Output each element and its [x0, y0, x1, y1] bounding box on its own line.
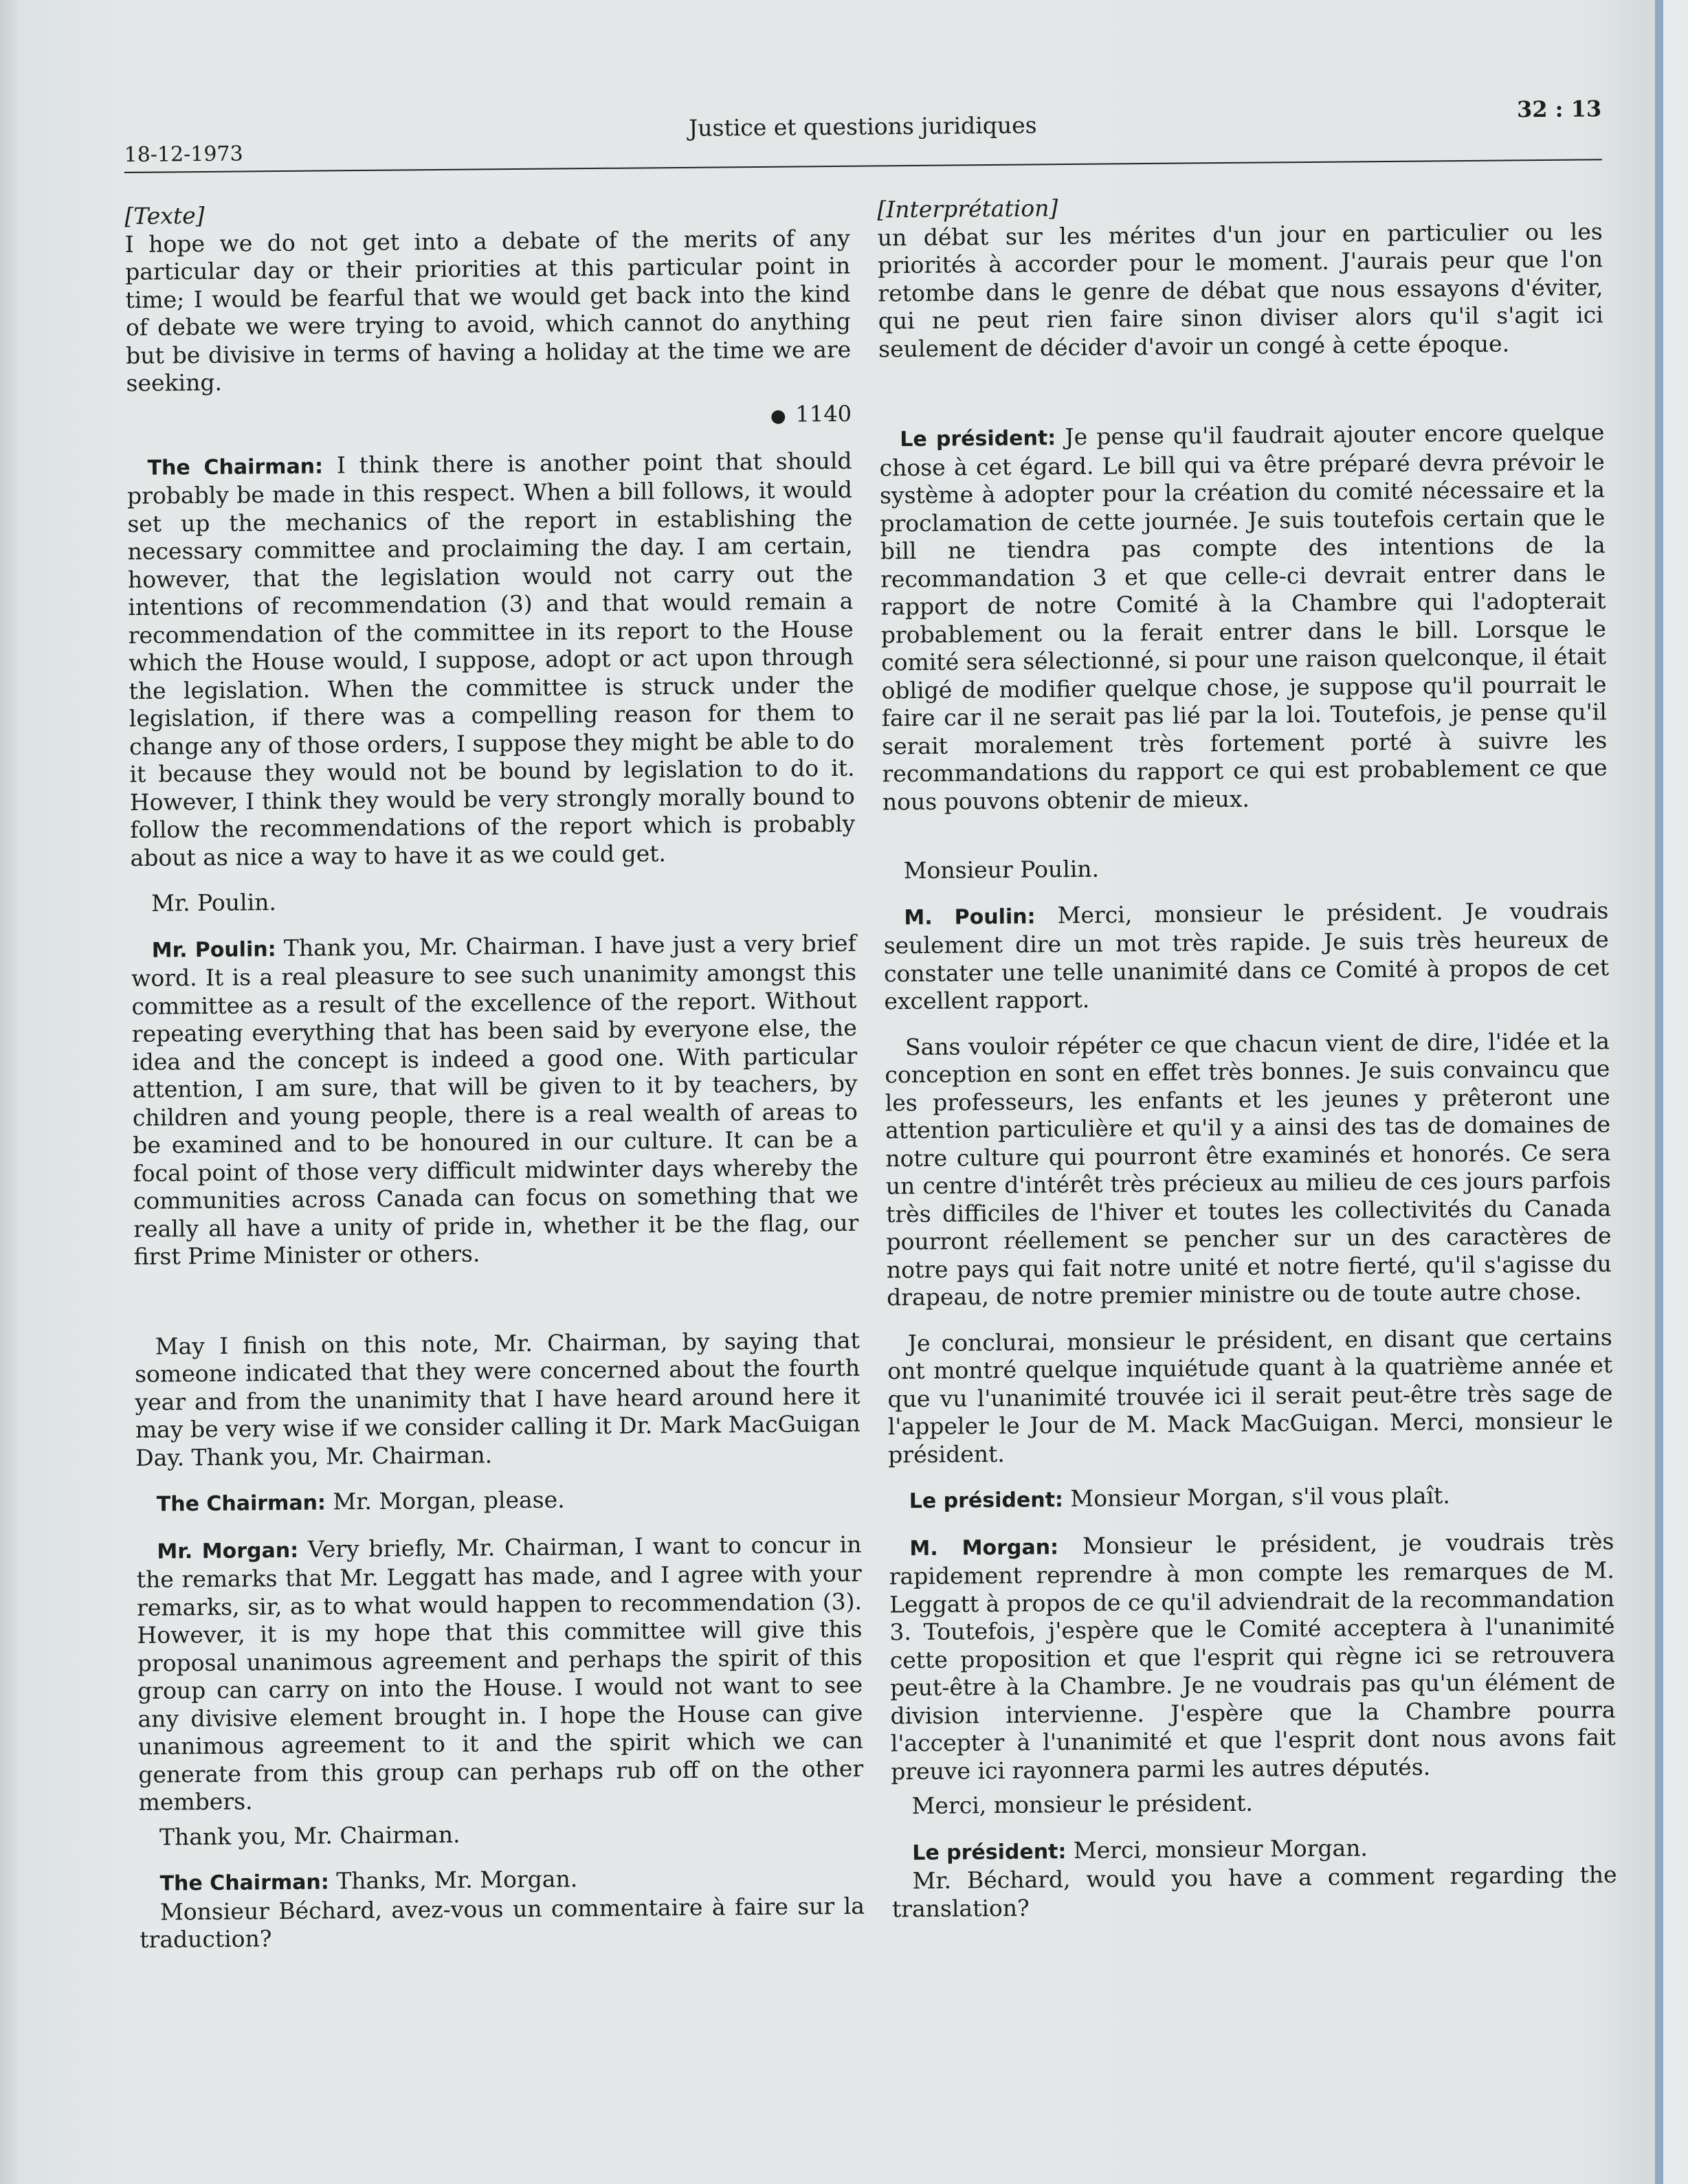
speaker-name: M. Morgan: [909, 1535, 1059, 1561]
paragraph: May I finish on this note, Mr. Chairman, by saying that someone indicated that they were concerned about the fourth year and from the unanimity that I have heard around here it may be very wise if we consider calling it Dr. Mark MacGuigan Day. Thank you, Mr. Chairman. [134, 1326, 860, 1471]
speaker-name: Mr. Poulin: [151, 937, 276, 963]
speech-text: Very briefly, Mr. Chairman, I want to concur in the remarks that Mr. Leggatt has made, and I agree with your remarks, sir, as to what would happen to recommendation (3). However, it is my hope that this committee will give this proposal unanimous agreement and perhaps the spirit of this group can carry on into the House. I would not want to see any divisive element brought in. I hope the House can give unanimous agreement to it and the spirit which we can generate from this group can perhaps rub off on the other members. [136, 1530, 864, 1816]
speaker-name: M. Poulin: [904, 904, 1036, 930]
paragraph: Thank you, Mr. Chairman. [159, 1820, 460, 1851]
paragraph [136, 1484, 861, 1519]
speaker-name: Le président: [909, 1488, 1064, 1514]
speech-text: Je pense qu'il faudrait ajouter encore quelque chose à cet égard. Le bill qui va être préparé devra prévoir le système à adopter pour la création du comité nécessaire et la proclamation de cette journée. Je suis toutefois certain que le bill ne tiendra pas compte des intentions de la recommandation 3 et que celle-ci devrait entrer dans le rapport de notre Comité à la Chambre qui l'adopterait probablement ou la ferait entrer dans le bill. Lorsque le comité sera sélectionné, si pour une raison quelconque, il était obligé de modifier quelque chose, je suppose qu'il pourrait le faire car il ne serait pas lié par la loi. Toutefois, je pense qu'il serait moralement très fortement porté à suivre les recommandations du rapport ce qui est probablement ce que nous pouvons obtenir de mieux. [879, 419, 1608, 815]
paragraph: Mr. Poulin. [151, 889, 277, 917]
speech-text: Merci, monsieur le président. Je voudrais seulement dire un mot très rapide. Je suis très heureux de constater une telle unanimité dans ce Comité à propos de cet excellent rapport. [883, 896, 1610, 1015]
paragraph: Merci, monsieur le président. [911, 1789, 1254, 1820]
binding-strip [1655, 0, 1663, 2184]
paragraph [879, 419, 1608, 816]
paragraph: Mr. Béchard, would you have a comment regarding the translation? [891, 1861, 1617, 1922]
time-marker-text: 1140 [795, 400, 852, 427]
speaker-name: Le président: [900, 426, 1056, 452]
header-rule [124, 159, 1602, 173]
speech-text: Merci, monsieur Morgan. [1073, 1834, 1368, 1864]
speaker-name: The Chairman: [156, 1491, 326, 1517]
header-title: Justice et questions juridiques [688, 111, 1037, 142]
speaker-name: Le président: [912, 1839, 1067, 1865]
paragraph [889, 1480, 1614, 1516]
paragraph: un débat sur les mérites d'un jour en particulier ou les priorités à accorder pour le moment. J'aurais peur que l'on retombe dans le genre de débat que nous essayons d'éviter, qui ne peut rien faire sinon diviser alors qu'il s'agit ici seulement de décider d'avoir un congé à cette époque. [877, 217, 1603, 362]
speaker-name: The Chairman: [159, 1870, 329, 1896]
time-marker [126, 399, 852, 435]
paragraph: Monsieur Poulin. [903, 855, 1100, 884]
paragraph [126, 447, 855, 872]
speech-text: I think there is another point that should probably be made in this respect. When a bill follows, it would set up the mechanics of the report in establishing the necessary committee and proclaiming the day. I am certain, however, that the legislation would not carry out the intentions of recommendation (3) and that would remain a recommendation of the committee in its report to the House which the House would, I suppose, adopt or act upon through the legislation. When the committee is struck under the legislation, if there was a compelling reason for them to change any of those orders, I suppose they might be able to do it because they would not be bound by legislation to do it. However, I think they would be very strongly morally bound to follow the recommendations of the report which is probably about as nice a way to have it as we could get. [126, 447, 856, 871]
paragraph: I hope we do not get into a debate of the merits of any particular day or their priorities at this particular point in time; I would be fearful that we would get back into the kind of debate we were trying to avoid, which cannot do anything but be divisive in terms of having a holiday at the time we are seeking. [124, 224, 852, 397]
language-tag: [Texte] [124, 201, 205, 230]
header-date: 18-12-1973 [124, 142, 243, 167]
speech-text: Thank you, Mr. Chairman. I have just a very brief word. It is a real pleasure to see such unanimity amongst this committee as a result of the excellence of the report. Without repeating everything that has been said by everyone else, the idea and the concept is indeed a good one. With particular attention, I am sure, that will be given to it by teachers, by children and young people, there is a real wealth of areas to be examined and to be honoured in our culture. It can be a focal point of those very difficult midwinter days whereby the communities across Canada can focus on something that we really all have a unity of pride in, whether it be the flag, our first Prime Minister or others. [131, 929, 859, 1270]
document-page [124, 90, 1618, 2027]
language-tag: [Interprétation] [877, 194, 1058, 223]
speaker-name: The Chairman: [147, 454, 324, 480]
speech-text: Monsieur Morgan, s'il vous plaît. [1070, 1482, 1450, 1513]
speaker-name: Mr. Morgan: [157, 1538, 299, 1564]
paragraph [131, 929, 859, 1271]
paragraph: Je conclurai, monsieur le président, en disant que certains ont montré quelque inquiétude quant à la quatrième année et que vu l'unanimité trouvée ici il serait peut-être très sage de l'appeler le Jour de M. Mack MacGuigan. Merci, monsieur le président. [887, 1323, 1613, 1468]
paragraph: Monsieur Béchard, avez-vous un commentaire à faire sur la traduction? [140, 1892, 865, 1953]
bullet-icon: ● [770, 405, 786, 427]
paragraph [889, 1528, 1616, 1786]
speech-text: Thanks, Mr. Morgan. [336, 1865, 578, 1895]
speech-text: Mr. Morgan, please. [333, 1486, 565, 1515]
page-edge [1663, 0, 1688, 2184]
paragraph [883, 897, 1609, 1016]
speech-text: Monsieur le président, je voudrais très rapidement reprendre à mon compte les remarques de M. Leggatt à propos de ce qu'il adviendrait de la recommandation 3. Toutefois, j'espère que le Comité acceptera à l'unanimité cette proposition et que l'esprit qui règne ici se retrouvera peut-être à la Chambre. Je ne voudrais pas qu'un élément de division intervienne. J'espère que la Chambre pourra l'accepter à l'unanimité et que l'esprit dont nous avons fait preuve ici rayonnera parmi les autres députés. [889, 1527, 1617, 1785]
paragraph [136, 1530, 864, 1816]
column-french [877, 190, 1617, 1923]
column-english [124, 197, 865, 1954]
paragraph: Sans vouloir répéter ce que chacun vient de dire, l'idée et la conception en sont en effet très bonnes. Je suis convaincu que les professeurs, les enfants et les jeunes y prêteront une attention particulière et qu'il y a ainsi des tas de domaines de notre culture qui pourront être examinés et honorés. Ce sera un centre d'intérêt très précieux au milieu de ces jours parfois très difficiles de l'hiver et toutes les collectivités du Canada pourront réellement se pencher sur un des caractères de notre pays qui fait notre unité et notre fierté, qu'il s'agisse du drapeau, de notre premier ministre ou de toute autre chose. [885, 1027, 1612, 1311]
header-page-number: 32 : 13 [1516, 96, 1602, 123]
